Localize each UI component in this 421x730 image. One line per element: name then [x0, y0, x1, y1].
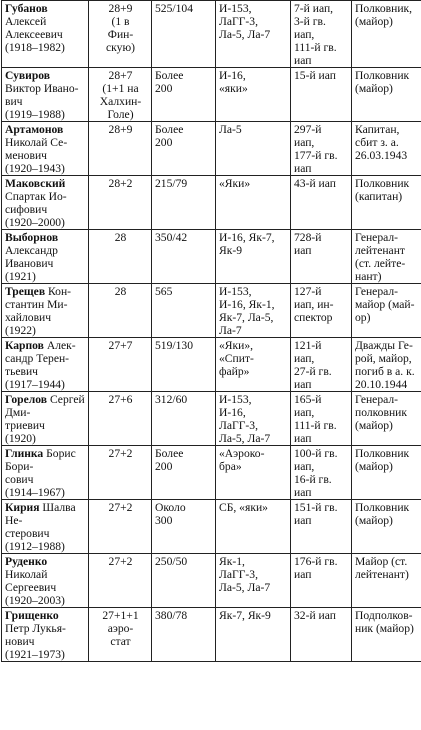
- unit-line: 43-й иап: [294, 177, 336, 190]
- pilot-name-line: (1921–1973): [5, 648, 65, 661]
- sorties-cell: [152, 122, 216, 176]
- table-row: [2, 338, 421, 392]
- aircraft-cell: [216, 230, 291, 284]
- unit-line: 177-й гв.: [294, 149, 338, 162]
- victories-line: 28: [114, 231, 127, 244]
- pilot-name-line: (1922): [5, 324, 36, 337]
- pilot-name-line: (1920–2003): [5, 594, 65, 607]
- rank-line: лейтенант: [355, 244, 405, 257]
- victories-line: Халхин-: [99, 95, 142, 108]
- table-row: [2, 68, 421, 122]
- pilot-name-cell: [2, 554, 89, 608]
- unit-cell: [291, 338, 352, 392]
- table-row: [2, 500, 421, 554]
- aircraft-cell: [216, 500, 291, 554]
- pilot-name-cell: [2, 230, 89, 284]
- rank-cell: [352, 500, 421, 554]
- sorties-line: 350/42: [155, 231, 188, 244]
- unit-cell: [291, 500, 352, 554]
- victories-cell: [89, 608, 152, 662]
- unit-line: 176-й гв.: [294, 555, 338, 568]
- victories-line: Фин-: [107, 28, 134, 41]
- victories-cell: [89, 446, 152, 500]
- pilot-name-cell: [2, 392, 89, 446]
- pilot-surname: Маковский: [5, 177, 66, 190]
- sorties-line: 525/104: [155, 2, 194, 15]
- victories-line: 27+2: [108, 501, 133, 514]
- rank-line: (майор): [355, 460, 393, 473]
- sorties-line: 519/130: [155, 339, 194, 352]
- victories-cell: [89, 554, 152, 608]
- pilot-name-line: (1920): [5, 432, 36, 445]
- pilot-name-cell: [2, 338, 89, 392]
- sorties-cell: [152, 284, 216, 338]
- pilot-surname: Трещев: [5, 285, 46, 298]
- victories-line: 27+2: [108, 555, 133, 568]
- victories-line: Голе): [107, 108, 134, 121]
- victories-line: стат: [110, 635, 131, 648]
- rank-cell: [352, 1, 421, 68]
- victories-cell: [89, 122, 152, 176]
- aircraft-line: Ла-5: [219, 123, 242, 136]
- pilot-name-line: тьевич: [5, 365, 39, 378]
- unit-line: иап: [294, 568, 312, 581]
- rank-line: рой, майор,: [355, 352, 412, 365]
- victories-line: 27+1+1: [102, 609, 139, 622]
- sorties-line: Около: [155, 501, 186, 514]
- rank-line: Генерал-: [355, 231, 399, 244]
- victories-cell: [89, 392, 152, 446]
- unit-cell: [291, 176, 352, 230]
- victories-line: 28+7: [108, 69, 133, 82]
- rank-line: Подполков-: [355, 609, 413, 622]
- victories-cell: [89, 176, 152, 230]
- pilot-surname: Грищенко: [5, 609, 59, 622]
- aircraft-line: Ла-5, Ла-7: [219, 581, 271, 594]
- aircraft-line: Ла-7: [219, 324, 242, 337]
- victories-line: 27+6: [108, 393, 133, 406]
- sorties-cell: [152, 392, 216, 446]
- rank-line: Полковник: [355, 447, 410, 460]
- victories-cell: [89, 1, 152, 68]
- sorties-cell: [152, 338, 216, 392]
- table-row: [2, 554, 421, 608]
- unit-line: 100-й гв.: [294, 447, 338, 460]
- unit-line: иап,: [294, 136, 315, 149]
- rank-line: Полковник: [355, 501, 410, 514]
- rank-line: майор (май-: [355, 298, 415, 311]
- pilot-name-line: стерович: [5, 527, 50, 540]
- rank-cell: [352, 284, 421, 338]
- unit-line: 7-й иап,: [294, 2, 334, 15]
- unit-line: иап,: [294, 28, 315, 41]
- rank-line: 20.10.1944: [355, 378, 408, 391]
- victories-line: 28+9: [108, 2, 133, 15]
- pilot-name-line: Алек-: [46, 339, 76, 352]
- aircraft-cell: [216, 68, 291, 122]
- pilot-name-line: сович: [5, 473, 34, 486]
- sorties-cell: [152, 176, 216, 230]
- pilot-surname: Губанов: [5, 2, 48, 15]
- unit-line: иап: [294, 378, 312, 391]
- aircraft-cell: [216, 446, 291, 500]
- sorties-line: 380/78: [155, 609, 188, 622]
- unit-line: иап: [294, 486, 312, 499]
- rank-cell: [352, 122, 421, 176]
- pilot-name-cell: [2, 608, 89, 662]
- pilot-name-cell: [2, 446, 89, 500]
- pilot-name-line: вич: [5, 95, 23, 108]
- rank-line: Полковник: [355, 177, 410, 190]
- victories-line: 28+2: [108, 177, 133, 190]
- aircraft-line: ЛаГГ-3,: [219, 419, 258, 432]
- aircraft-cell: [216, 1, 291, 68]
- aircraft-line: «Аэроко-: [219, 447, 265, 460]
- unit-cell: [291, 230, 352, 284]
- sorties-cell: [152, 608, 216, 662]
- unit-line: 151-й гв.: [294, 501, 338, 514]
- pilot-name-line: (1919–1988): [5, 108, 65, 121]
- victories-line: 27+2: [108, 447, 133, 460]
- pilot-name-line: (1918–1982): [5, 41, 65, 54]
- sorties-line: Более: [155, 123, 184, 136]
- pilot-surname: Сувиров: [5, 69, 51, 82]
- rank-cell: [352, 446, 421, 500]
- aircraft-line: Ла-5, Ла-7: [219, 28, 271, 41]
- rank-line: (майор): [355, 82, 393, 95]
- pilots-table: [1, 0, 421, 662]
- pilot-name-cell: [2, 284, 89, 338]
- aircraft-line: бра»: [219, 460, 242, 473]
- sorties-line: 200: [155, 460, 173, 473]
- pilot-surname: Руденко: [5, 555, 48, 568]
- rank-line: Генерал-: [355, 285, 399, 298]
- rank-line: 26.03.1943: [355, 149, 408, 162]
- pilot-name-line: (1920–2000): [5, 216, 65, 229]
- sorties-cell: [152, 446, 216, 500]
- aircraft-line: ЛаГГ-3,: [219, 15, 258, 28]
- aircraft-line: И-153,: [219, 393, 252, 406]
- table-row: [2, 284, 421, 338]
- rank-line: Капитан,: [355, 123, 400, 136]
- aircraft-line: «Спит-: [219, 352, 254, 365]
- sorties-line: 250/50: [155, 555, 188, 568]
- unit-line: иап, ин-: [294, 298, 334, 311]
- table-row: [2, 392, 421, 446]
- pilot-name-line: хайлович: [5, 311, 52, 324]
- pilot-surname: Глинка: [5, 447, 44, 460]
- pilot-name-line: Петр Лукья-: [5, 622, 66, 635]
- rank-line: сбит з. а.: [355, 136, 399, 149]
- unit-line: иап: [294, 162, 312, 175]
- victories-line: 27+7: [108, 339, 133, 352]
- rank-line: (майор): [355, 514, 393, 527]
- unit-cell: [291, 608, 352, 662]
- aircraft-line: Як-9: [219, 244, 243, 257]
- unit-cell: [291, 122, 352, 176]
- aircraft-line: И-153,: [219, 2, 252, 15]
- aircraft-line: И-153,: [219, 285, 252, 298]
- aircraft-line: «Яки»,: [219, 339, 254, 352]
- unit-line: иап: [294, 54, 312, 67]
- table-row: [2, 608, 421, 662]
- rank-line: нант): [355, 270, 382, 283]
- pilot-surname: Артамонов: [5, 123, 64, 136]
- rank-line: (капитан): [355, 190, 403, 203]
- rank-line: Майор (ст.: [355, 555, 408, 568]
- aircraft-cell: [216, 554, 291, 608]
- unit-line: 3-й гв.: [294, 15, 326, 28]
- pilot-name-cell: [2, 500, 89, 554]
- pilot-name-line: Кон-: [48, 285, 72, 298]
- victories-line: (1 в: [111, 15, 130, 28]
- rank-cell: [352, 68, 421, 122]
- unit-line: 15-й иап: [294, 69, 336, 82]
- pilot-name-line: Николай: [5, 568, 48, 581]
- aircraft-cell: [216, 608, 291, 662]
- unit-line: 728-й: [294, 231, 322, 244]
- unit-line: 27-й гв.: [294, 365, 332, 378]
- pilot-name-cell: [2, 176, 89, 230]
- rank-line: Полковник: [355, 69, 410, 82]
- unit-line: 165-й: [294, 393, 322, 406]
- pilot-name-line: триевич: [5, 419, 45, 432]
- rank-line: полковник: [355, 406, 407, 419]
- pilot-name-line: Шалва Не-: [5, 501, 76, 527]
- aircraft-line: «Яки»: [219, 177, 251, 190]
- pilot-name-line: Алексей: [5, 15, 47, 28]
- unit-line: 111-й гв.: [294, 41, 337, 54]
- unit-line: 111-й гв.: [294, 419, 337, 432]
- aircraft-line: Як-1,: [219, 555, 245, 568]
- aircraft-line: ЛаГГ-3,: [219, 568, 258, 581]
- pilot-name-cell: [2, 122, 89, 176]
- pilot-name-line: Алексеевич: [5, 28, 63, 41]
- rank-cell: [352, 608, 421, 662]
- pilot-surname: Карпов: [5, 339, 44, 352]
- victories-cell: [89, 68, 152, 122]
- victories-cell: [89, 284, 152, 338]
- table-row: [2, 1, 421, 68]
- sorties-cell: [152, 68, 216, 122]
- aircraft-line: Як-7, Як-9: [219, 609, 271, 622]
- victories-line: 28+9: [108, 123, 133, 136]
- rank-line: Полковник,: [355, 2, 413, 15]
- sorties-cell: [152, 500, 216, 554]
- unit-cell: [291, 392, 352, 446]
- unit-line: иап,: [294, 406, 315, 419]
- unit-line: 297-й: [294, 123, 322, 136]
- sorties-line: 300: [155, 514, 173, 527]
- pilot-name-cell: [2, 1, 89, 68]
- table-row: [2, 230, 421, 284]
- pilot-name-line: (1912–1988): [5, 540, 65, 553]
- rank-cell: [352, 554, 421, 608]
- table-row: [2, 446, 421, 500]
- aircraft-line: И-16, Як-1,: [219, 298, 275, 311]
- pilot-surname: Горелов: [5, 393, 48, 406]
- unit-line: иап,: [294, 352, 315, 365]
- sorties-line: 200: [155, 82, 173, 95]
- aircraft-cell: [216, 176, 291, 230]
- victories-cell: [89, 500, 152, 554]
- pilot-name-line: Иванович: [5, 257, 54, 270]
- pilot-name-line: нович: [5, 635, 35, 648]
- aircraft-cell: [216, 338, 291, 392]
- victories-cell: [89, 230, 152, 284]
- pilot-surname: Кирия: [5, 501, 40, 514]
- aircraft-line: СБ, «яки»: [219, 501, 268, 514]
- rank-cell: [352, 338, 421, 392]
- rank-line: (майор): [355, 419, 393, 432]
- rank-cell: [352, 392, 421, 446]
- rank-line: (майор): [355, 15, 393, 28]
- pilot-name-line: (1914–1967): [5, 486, 65, 499]
- unit-line: иап,: [294, 460, 315, 473]
- victories-line: (1+1 на: [102, 82, 139, 95]
- unit-cell: [291, 68, 352, 122]
- table-row: [2, 176, 421, 230]
- aircraft-line: Як-7, Ла-5,: [219, 311, 274, 324]
- rank-line: ник (майор): [355, 622, 414, 635]
- unit-line: иап: [294, 244, 312, 257]
- table-row: [2, 122, 421, 176]
- aircraft-line: Ла-5, Ла-7: [219, 432, 271, 445]
- aircraft-line: «яки»: [219, 82, 248, 95]
- unit-cell: [291, 554, 352, 608]
- pilot-name-line: Борис Бори-: [5, 447, 76, 473]
- pilot-name-line: Николай Се-: [5, 136, 68, 149]
- pilot-name-line: (1920–1943): [5, 162, 65, 175]
- pilot-name-line: Сергей Дми-: [5, 393, 85, 419]
- unit-line: иап: [294, 514, 312, 527]
- pilot-name-line: Сергеевич: [5, 581, 57, 594]
- victories-cell: [89, 338, 152, 392]
- unit-line: 32-й иап: [294, 609, 336, 622]
- sorties-line: 565: [155, 285, 173, 298]
- aircraft-line: И-16,: [219, 69, 246, 82]
- pilot-name-line: стантин Ми-: [5, 298, 68, 311]
- rank-cell: [352, 176, 421, 230]
- pilots-table-body: [2, 1, 421, 662]
- sorties-cell: [152, 230, 216, 284]
- pilot-name-line: сифович: [5, 203, 48, 216]
- sorties-line: Более: [155, 447, 184, 460]
- unit-cell: [291, 446, 352, 500]
- aircraft-line: И-16, Як-7,: [219, 231, 275, 244]
- unit-line: 121-й: [294, 339, 322, 352]
- sorties-line: Более: [155, 69, 184, 82]
- rank-line: Дважды Ге-: [355, 339, 413, 352]
- aircraft-cell: [216, 284, 291, 338]
- rank-cell: [352, 230, 421, 284]
- pilot-name-line: менович: [5, 149, 47, 162]
- pilot-surname: Выборнов: [5, 231, 59, 244]
- unit-line: спектор: [294, 311, 333, 324]
- pilot-name-line: сандр Терен-: [5, 352, 70, 365]
- rank-line: Генерал-: [355, 393, 399, 406]
- aircraft-cell: [216, 122, 291, 176]
- victories-line: скую): [106, 41, 135, 54]
- sorties-line: 200: [155, 136, 173, 149]
- rank-line: (ст. лейте-: [355, 257, 406, 270]
- pilot-name-line: (1921): [5, 270, 36, 283]
- unit-cell: [291, 1, 352, 68]
- rank-line: лейтенант): [355, 568, 409, 581]
- rank-line: ор): [355, 311, 371, 324]
- sorties-line: 215/79: [155, 177, 188, 190]
- unit-cell: [291, 284, 352, 338]
- rank-line: погиб в а. к.: [355, 365, 415, 378]
- aircraft-line: И-16,: [219, 406, 246, 419]
- unit-line: 127-й: [294, 285, 322, 298]
- sorties-cell: [152, 554, 216, 608]
- sorties-cell: [152, 1, 216, 68]
- victories-line: аэро-: [107, 622, 134, 635]
- victories-line: 28: [114, 285, 127, 298]
- pilot-name-line: Спартак Ио-: [5, 190, 67, 203]
- pilot-name-line: Александр: [5, 244, 58, 257]
- aircraft-cell: [216, 392, 291, 446]
- sorties-line: 312/60: [155, 393, 188, 406]
- pilot-name-cell: [2, 68, 89, 122]
- pilot-name-line: (1917–1944): [5, 378, 65, 391]
- unit-line: 16-й гв.: [294, 473, 332, 486]
- aircraft-line: файр»: [219, 365, 250, 378]
- unit-line: иап: [294, 432, 312, 445]
- pilot-name-line: Виктор Ивано-: [5, 82, 79, 95]
